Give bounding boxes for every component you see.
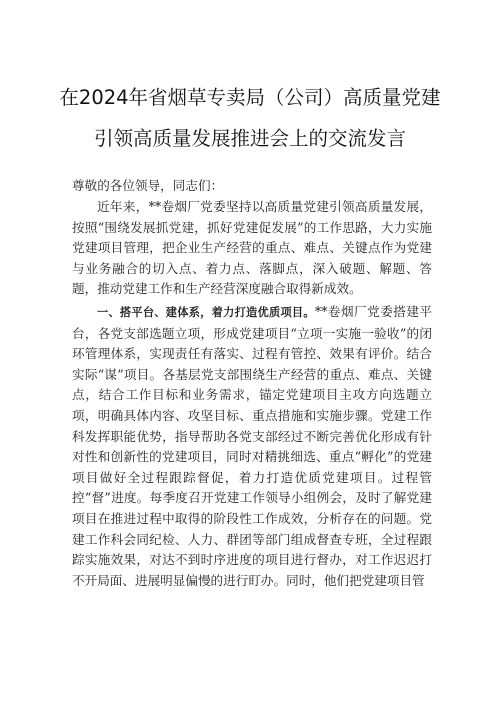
section-1-text: **卷烟厂党委搭建平台，各党支部选题立项，形成党建项目“立项一实施一验收”的闭环管理体系，实现责任有落实、过程有管控、效果有评价。结合实际“谋”项目。各基层党支部围绕生产经营的重点、难点、关键点，结合工作目标和业务需求，锚定党建项目主攻方向选题立项，明确具体内容、攻坚目标、重点措施和实施步骤。党建工作科发挥职能优势，指导帮助各党支部经过不断完善优化形成有针对性和创新性的党建项目，同时对精挑细选、重点“孵化”的党建项目做好全过程跟踪督促，着力打造优质党建项目。过程管控“督”进度。每季度召开党建工作领导小组例会，及时了解党建项目在推进过程中取得的阶段性工作成效，分析存在的问题。党建工作科会同纪检、人力、群团等部门组成督查专班，全过程跟踪实施效果，对达不到时序进度的项目进行督办，对工作迟迟打不开局面、进展明显偏慢的进行盯办。同时，他们把党建项目管	[72, 304, 433, 588]
document-title-line-2: 引领高质量发展推进会上的交流发言	[93, 127, 406, 150]
section-1-paragraph	[72, 302, 432, 591]
document-title-line-1: 在2024年省烟草专卖局（公司）高质量党建	[59, 86, 441, 109]
body-paragraph-2	[72, 302, 432, 591]
salutation: 尊敬的各位领导，同志们：	[72, 178, 224, 193]
body-paragraph-1	[72, 197, 432, 300]
section-1-heading: 一、搭平台、建体系，着力打造优质项目。	[97, 306, 315, 319]
paragraph-1-text: 近年来，**卷烟厂党委坚持以高质量党建引领高质量发展，按照“围绕发展抓党建，抓好党建促发展”的工作思路，大力实施党建项目管理，把企业生产经营的重点、难点、关键点作为党建与业务融合的切入点、着力点、落脚点，深入破题、解题、答题，推动党建工作和生产经营深度融合取得新成效。	[72, 199, 432, 297]
